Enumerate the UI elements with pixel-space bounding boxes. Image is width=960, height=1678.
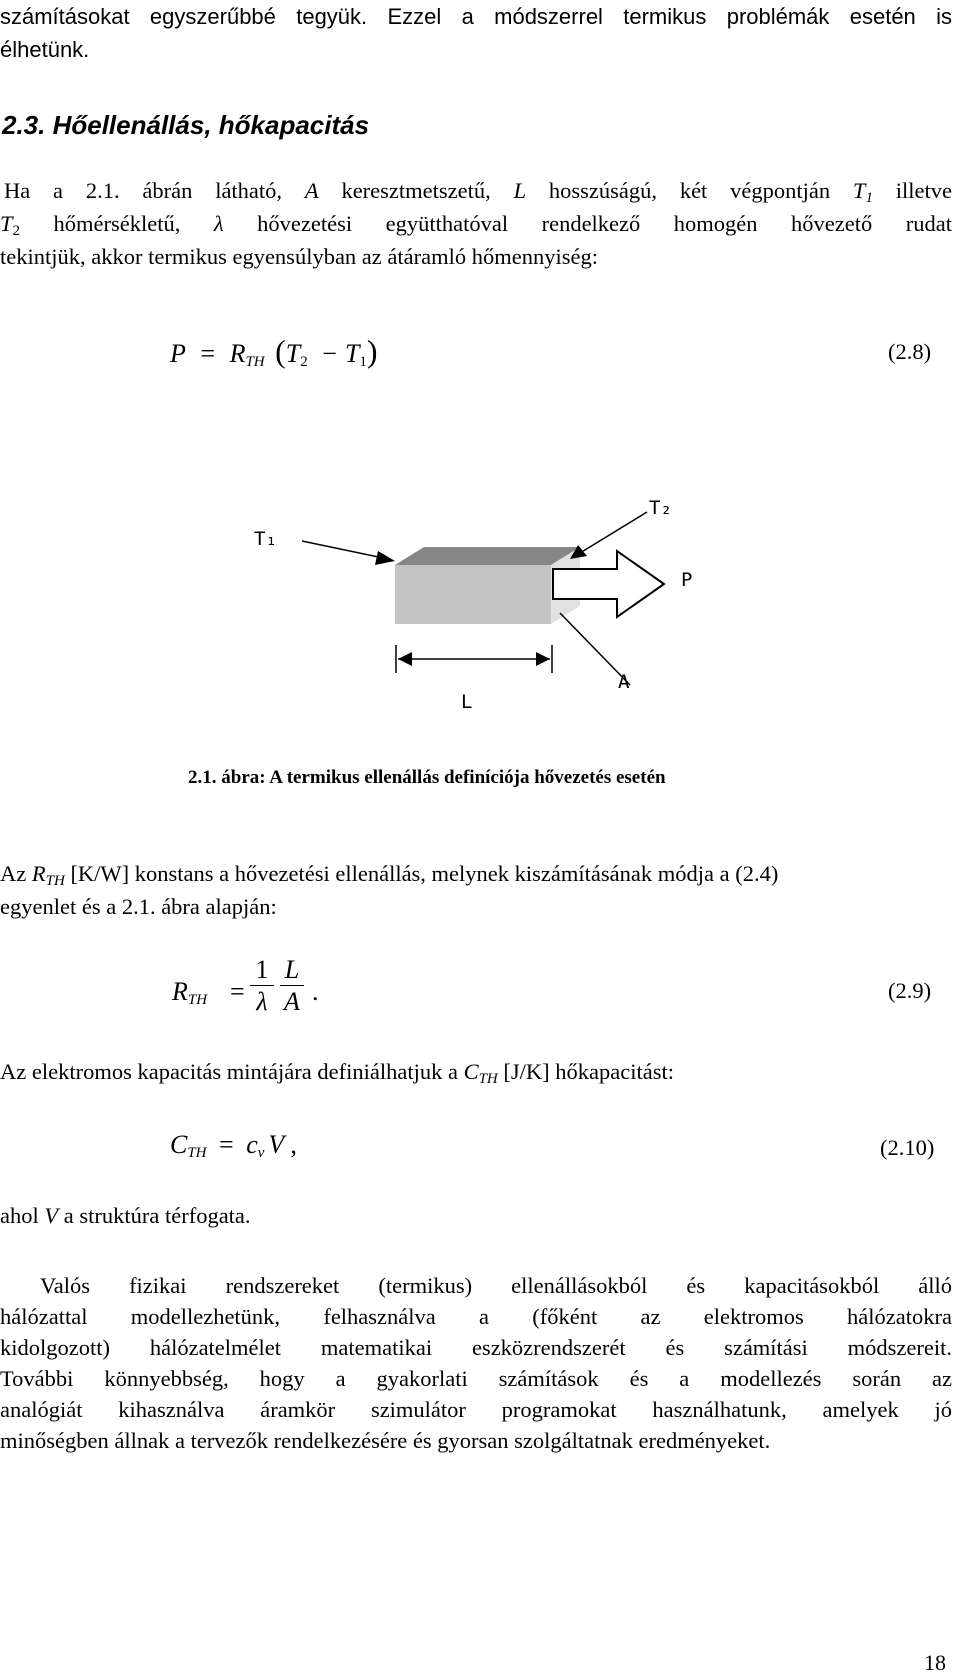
t2-pointer-line (580, 512, 647, 553)
network-line-4: További könnyebbség, hogy a gyakorlati számítások és a modellezés során az (0, 1366, 952, 1391)
equation-2-8-number: (2.8) (888, 339, 932, 364)
paragraph-definition-line-2: $T_2$ hőmérsékletű, λ hővezetési együtthatóval rendelkező homogén hővezető rudat (0, 211, 952, 239)
rod-front-face (395, 565, 551, 624)
paragraph-resistance-line-2: egyenlet és a 2.1. ábra alapján: (0, 894, 277, 919)
page-number: 18 (924, 1650, 946, 1675)
section-title: 2.3. Hőellenállás, hőkapacitás (2, 110, 370, 140)
label-a: A (618, 671, 630, 693)
paragraph-definition-line-3: tekintjük, akkor termikus egyensúlyban az átáramló hőmennyiség: (0, 244, 598, 269)
rod-top-face (395, 547, 580, 565)
paragraph-definition-line-1: Ha a 2.1. ábrán látható, A keresztmetszetű, L hosszúságú, két végpontján $T_1$ illetve (4, 178, 952, 206)
fraction-1-over-lambda: 1 λ (250, 955, 274, 1018)
paragraph-resistance (0, 857, 952, 923)
paragraph-volume: ahol V a struktúra térfogata. (0, 1203, 251, 1228)
network-line-2: hálózattal modellezhetünk, felhasználva a (főként az elektromos hálózatokra (0, 1304, 952, 1329)
heat-conduction-diagram (0, 495, 960, 725)
equation-2-9-number: (2.9) (888, 978, 932, 1003)
t1-pointer-head (375, 551, 395, 565)
t1-pointer-line (302, 541, 383, 558)
length-arrow-right (536, 652, 550, 666)
intro-text (0, 0, 952, 66)
length-arrow-left (398, 652, 412, 666)
paragraph-resistance-line-1: Az $R_{TH}$ [K/W] konstans a hővezetési ellenállás, melynek kiszámításának módja a (2.4) (0, 861, 779, 889)
paragraph-definition (0, 174, 952, 273)
equation-2-10: $C_{TH} = c_v$ V , (170, 1130, 297, 1161)
intro-line-2: élhetünk. (0, 37, 90, 62)
label-t1: T₁ (254, 528, 277, 550)
equation-2-9: $R_{TH}$ = 1 λ L A . (172, 955, 319, 1016)
network-line-1: Valós fizikai rendszereket (termikus) ellenállásokból és kapacitásokból álló (40, 1273, 952, 1298)
network-line-5: analógiát kihasználva áramkör szimulátor programokat használhatunk, amelyek jó (0, 1397, 952, 1422)
intro-line-1: számításokat egyszerűbbé tegyük. Ezzel a módszerrel termikus problémák esetén is (0, 4, 952, 29)
figure-caption: 2.1. ábra: A termikus ellenállás definíciója hővezetés esetén (188, 767, 666, 788)
paragraph-capacity: Az elektromos kapacitás mintájára definiálhatjuk a $C_{TH}$ [J/K] hőkapacitást: (0, 1059, 674, 1087)
paragraph-network-model (0, 1270, 952, 1470)
equation-2-8: $P = R_{TH}$ $(T_2 - T_1)$ (170, 333, 378, 370)
label-l: L (461, 691, 473, 713)
fraction-l-over-a: L A (280, 955, 304, 1018)
label-p: P (681, 569, 693, 591)
network-line-6: minőségben állnak a tervezők rendelkezésére és gyorsan szolgáltatnak eredményeket. (0, 1428, 771, 1453)
equation-2-10-number: (2.10) (880, 1135, 935, 1160)
label-t2: T₂ (649, 497, 672, 519)
network-line-3: kidolgozott) hálózatelmélet matematikai eszközrendszerét és számítási módszereit. (0, 1335, 952, 1360)
